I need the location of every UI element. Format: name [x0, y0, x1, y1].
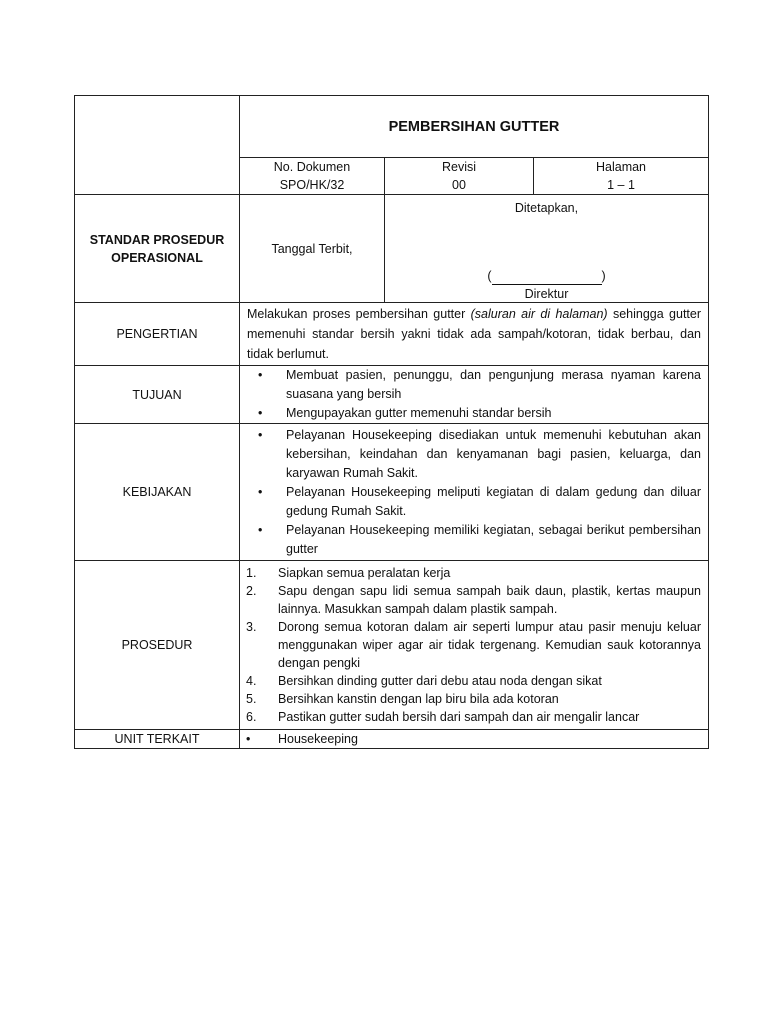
tujuan-content: [240, 366, 709, 424]
kebijakan-content: [240, 424, 709, 561]
unit-terkait-content: [240, 730, 709, 749]
page-label: Halaman: [595, 160, 647, 174]
prosedur-label: PROSEDUR: [75, 561, 240, 730]
signature-line: ( ): [487, 269, 606, 283]
revision-label: Revisi: [441, 160, 477, 174]
logo-area: [75, 96, 240, 195]
tujuan-label: TUJUAN: [75, 366, 240, 424]
unit-terkait-label: UNIT TERKAIT: [75, 730, 240, 749]
list-item: • Mengupayakan gutter memenuhi standar bersih: [258, 406, 552, 420]
doc-number-cell: [240, 158, 385, 195]
list-item: • Pelayanan Housekeeping memiliki kegiatan, sebagai berikut pembersihan gutter: [258, 522, 701, 556]
revision-value: 00: [452, 178, 466, 192]
pengertian-label: PENGERTIAN: [75, 303, 240, 366]
list-item: • Housekeeping: [246, 732, 358, 746]
list-item: • Pelayanan Housekeeping disediakan untuk memenuhi kebutuhan akan kebersihan, keindahan dan kenyamanan bagi pasien, keluarga, dan karyawan Rumah Sakit.: [258, 427, 701, 480]
prosedur-content: [240, 561, 709, 730]
list-item: 6. Pastikan gutter sudah bersih dari sampah dan air mengalir lancar: [246, 710, 640, 724]
list-item: • Membuat pasien, penunggu, dan pengunjung merasa nyaman karena suasana yang bersih: [258, 368, 701, 401]
doc-number-value: SPO/HK/32: [279, 178, 345, 192]
revision-cell: [385, 158, 534, 195]
doc-number-label: No. Dokumen: [273, 160, 351, 174]
signature-cell: [385, 195, 709, 303]
page-cell: [534, 158, 709, 195]
list-item: 2. Sapu dengan sapu lidi semua sampah baik daun, plastik, kertas maupun lainnya. Masukkan sampah dalam plastik sampah.: [246, 584, 701, 616]
list-item: 3. Dorong semua kotoran dalam air seperti lumpur atau pasir menuju keluar menggunakan wiper agar air tidak tergenang. Kemudian sauk kotorannya dengan pengki: [246, 620, 701, 670]
ditetapkan-text: Ditetapkan,: [514, 201, 579, 215]
pengertian-text: Melakukan proses pembersihan gutter (saluran air di halaman) sehingga gutter memenuhi standar bersih yakni tidak ada sampah/kotoran, tidak berbau, dan tidak berlumut.: [240, 303, 709, 366]
issue-date: Tanggal Terbit,: [240, 195, 385, 303]
document-title: PEMBERSIHAN GUTTER: [240, 96, 709, 158]
list-item: 4. Bersihkan dinding gutter dari debu atau noda dengan sikat: [246, 674, 602, 688]
spo-label: STANDAR PROSEDUR OPERASIONAL: [75, 195, 240, 303]
sop-table: [74, 95, 709, 749]
list-item: 1. Siapkan semua peralatan kerja: [246, 566, 451, 580]
list-item: 5. Bersihkan kanstin dengan lap biru bila ada kotoran: [246, 692, 559, 706]
list-item: • Pelayanan Housekeeping meliputi kegiatan di dalam gedung dan diluar gedung Rumah Sakit.: [258, 484, 701, 518]
kebijakan-label: KEBIJAKAN: [75, 424, 240, 561]
sop-document: [74, 95, 708, 749]
page-value: 1 – 1: [607, 178, 635, 192]
direktur-text: Direktur: [524, 287, 569, 301]
